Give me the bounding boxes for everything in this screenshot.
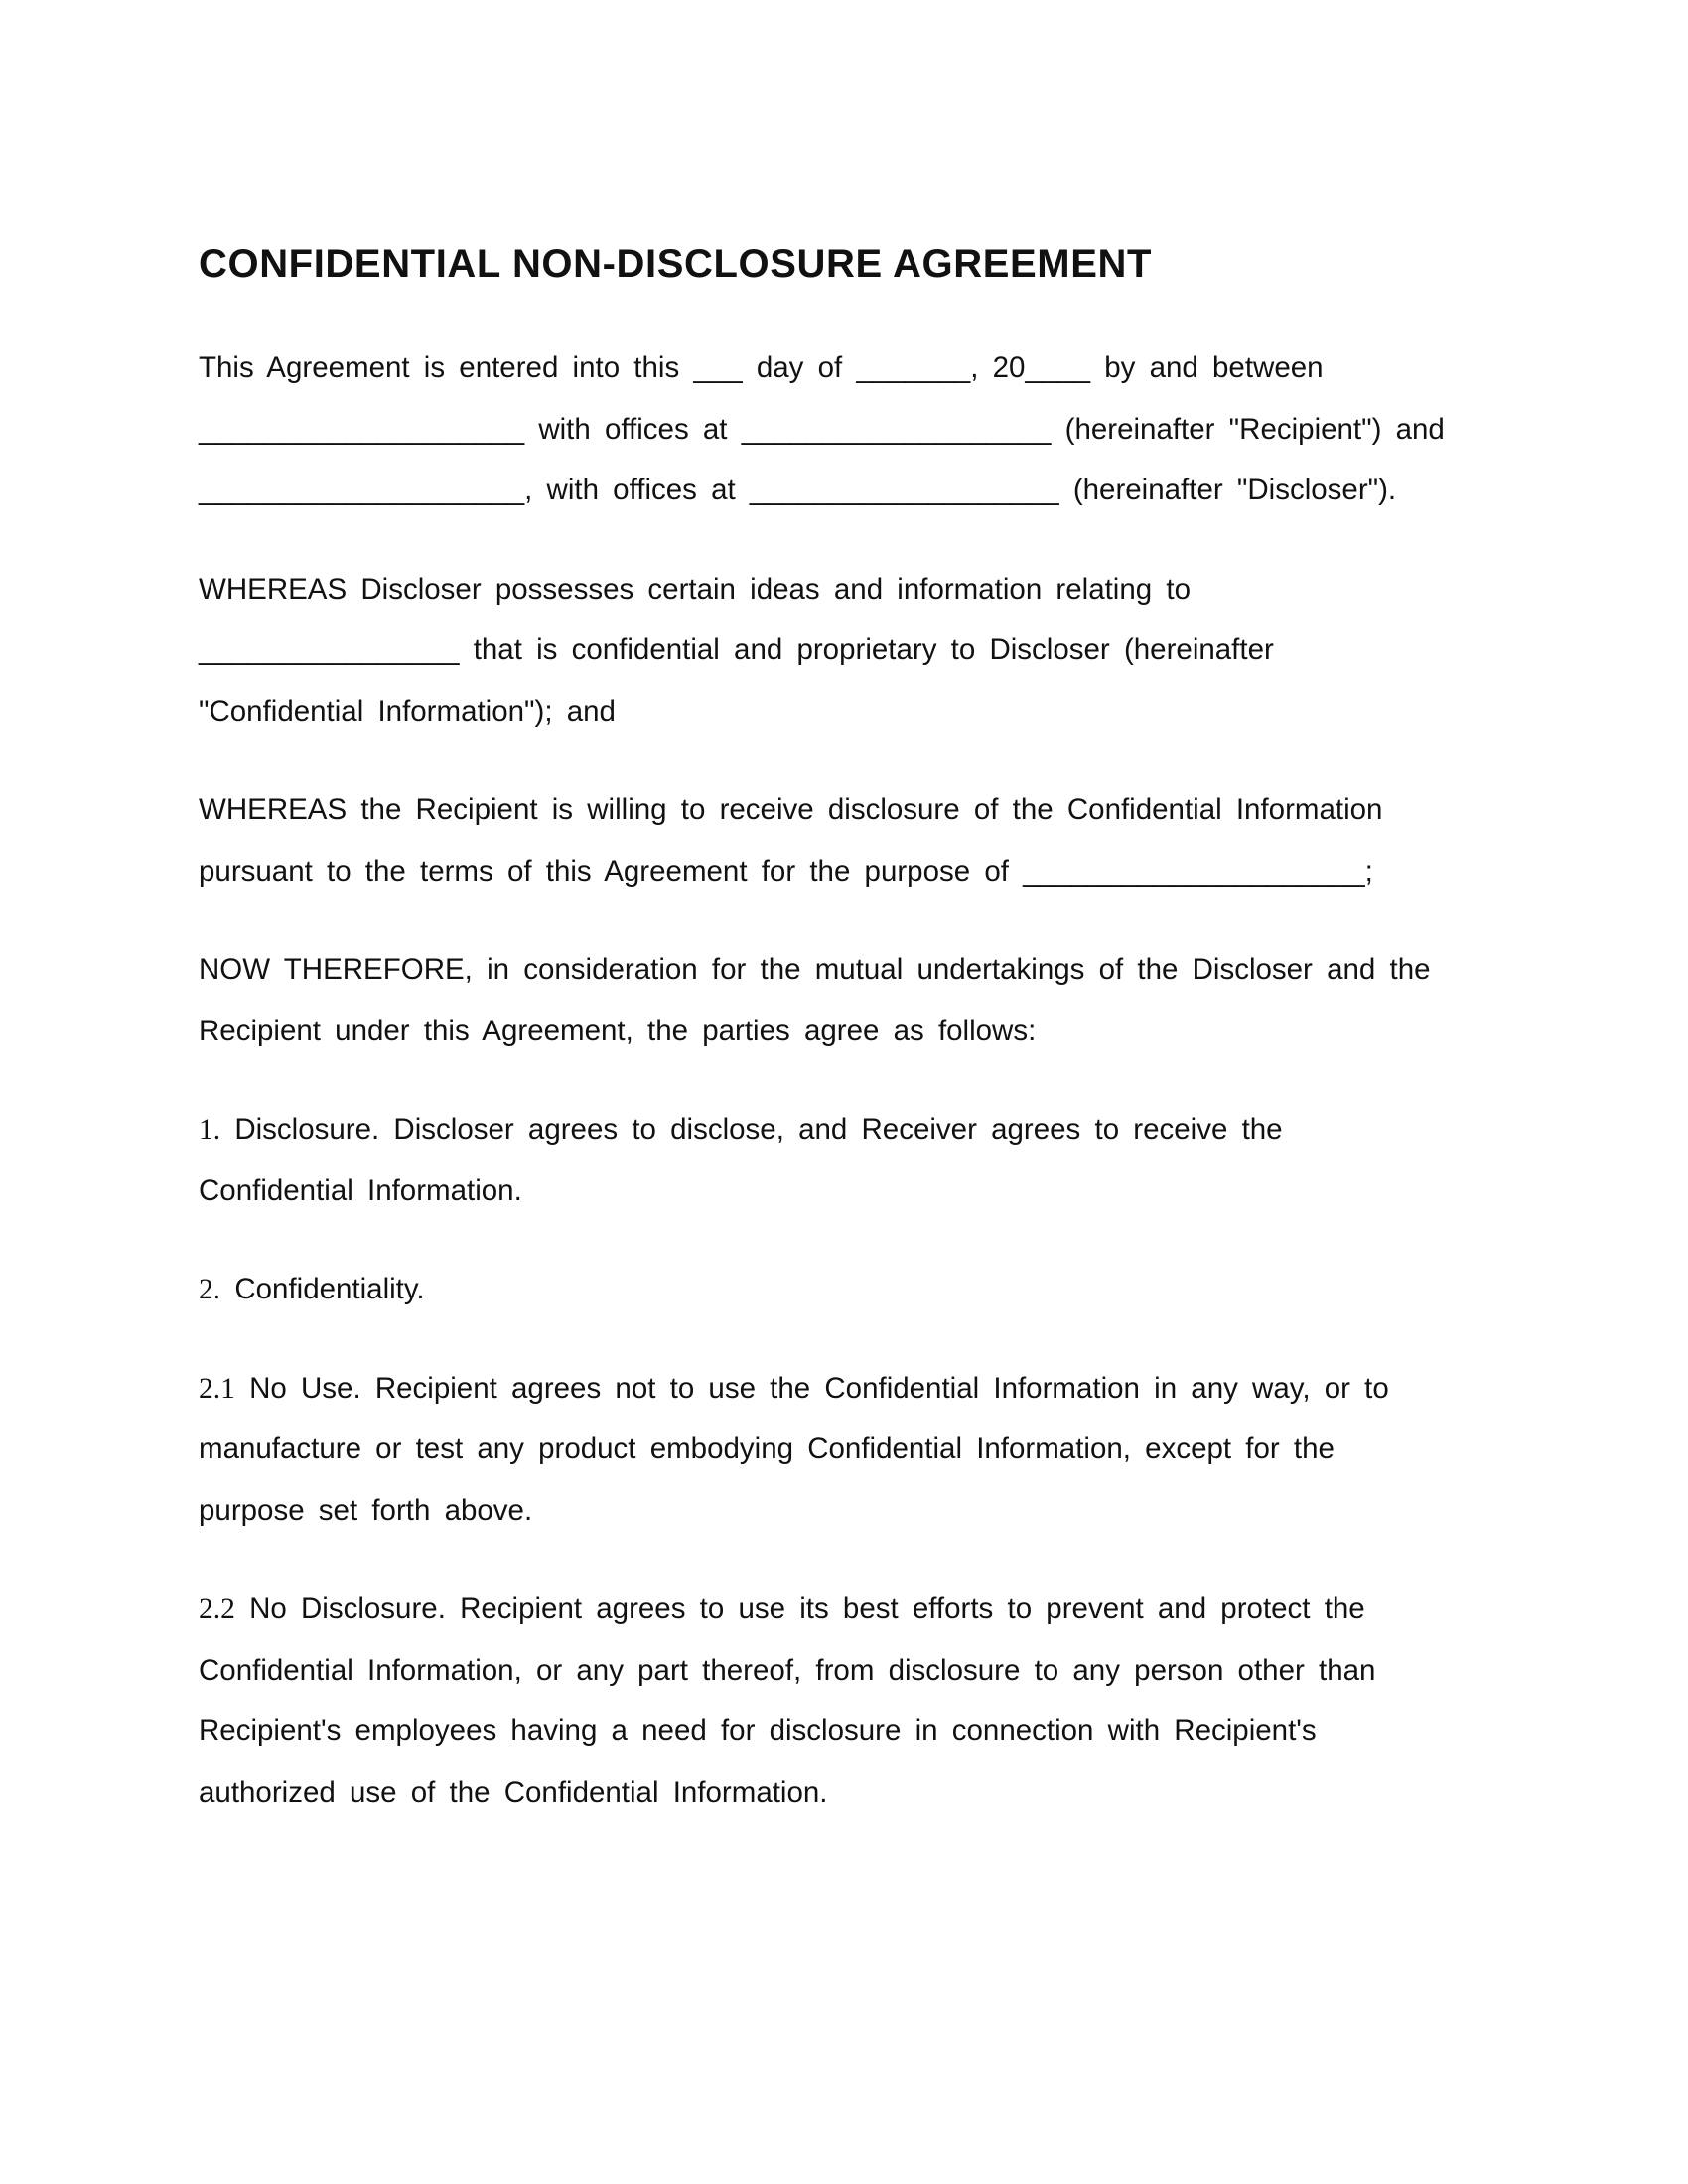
paragraph-line: Recipient under this Agreement, the parties agree as follows: bbox=[199, 1014, 1037, 1047]
paragraph-line: WHEREAS Discloser possesses certain ideas and information relating to bbox=[199, 572, 1191, 606]
paragraph-line: ____________________ with offices at ___________________ (hereinafter "Recipient") and bbox=[199, 412, 1445, 446]
paragraph-line: This Agreement is entered into this ___ day of _______, 20____ by and between bbox=[199, 351, 1324, 384]
section-number: 2.1 bbox=[199, 1372, 235, 1405]
paragraph-line bbox=[199, 1578, 1499, 1640]
section-number: 2. bbox=[199, 1274, 221, 1305]
paragraph-line: pursuant to the terms of this Agreement for the purpose of _____________________; bbox=[199, 854, 1373, 887]
section-number: 2.2 bbox=[199, 1593, 235, 1625]
paragraph-line: Recipient's employees having a need for disclosure in connection with Recipient's bbox=[199, 1714, 1317, 1747]
paragraph-now-therefore bbox=[199, 939, 1499, 1061]
paragraph-whereas-recipient bbox=[199, 779, 1499, 901]
paragraph-line: manufacture or test any product embodying Confidential Information, except for the bbox=[199, 1433, 1335, 1465]
paragraph-line: "Confidential Information"); and bbox=[199, 694, 616, 728]
section-number: 1. bbox=[199, 1114, 221, 1146]
section-text: No Use. Recipient agrees not to use the Confidential Information in any way, or to bbox=[249, 1371, 1389, 1405]
section-disclosure bbox=[199, 1099, 1499, 1221]
section-no-disclosure bbox=[199, 1578, 1499, 1823]
paragraph-line: WHEREAS the Recipient is willing to receive disclosure of the Confidential Information bbox=[199, 793, 1383, 826]
paragraph-line: ____________________, with offices at ___________________ (hereinafter "Discloser"). bbox=[199, 474, 1397, 506]
paragraph-line bbox=[199, 1259, 1499, 1320]
paragraph-line: Confidential Information. bbox=[199, 1173, 522, 1207]
paragraph-line bbox=[199, 1358, 1499, 1420]
paragraph-line: NOW THEREFORE, in consideration for the mutual undertakings of the Discloser and the bbox=[199, 953, 1431, 986]
document-title: CONFIDENTIAL NON-DISCLOSURE AGREEMENT bbox=[199, 242, 1152, 286]
section-confidentiality bbox=[199, 1259, 1499, 1320]
document-page bbox=[199, 238, 1499, 1860]
paragraph-line: purpose set forth above. bbox=[199, 1493, 533, 1527]
section-text: Confidentiality. bbox=[234, 1273, 425, 1305]
paragraph-line: ________________ that is confidential and proprietary to Discloser (hereinafter bbox=[199, 633, 1274, 666]
paragraph-line: Confidential Information, or any part thereof, from disclosure to any person other than bbox=[199, 1653, 1376, 1687]
section-no-use bbox=[199, 1358, 1499, 1542]
paragraph-line bbox=[199, 1099, 1499, 1160]
paragraph-whereas-discloser bbox=[199, 559, 1499, 743]
section-text: Disclosure. Discloser agrees to disclose, and Receiver agrees to receive the bbox=[234, 1113, 1283, 1146]
section-text: No Disclosure. Recipient agrees to use its best efforts to prevent and protect the bbox=[249, 1592, 1365, 1625]
paragraph-line: authorized use of the Confidential Information. bbox=[199, 1775, 828, 1809]
paragraph-parties bbox=[199, 338, 1499, 521]
